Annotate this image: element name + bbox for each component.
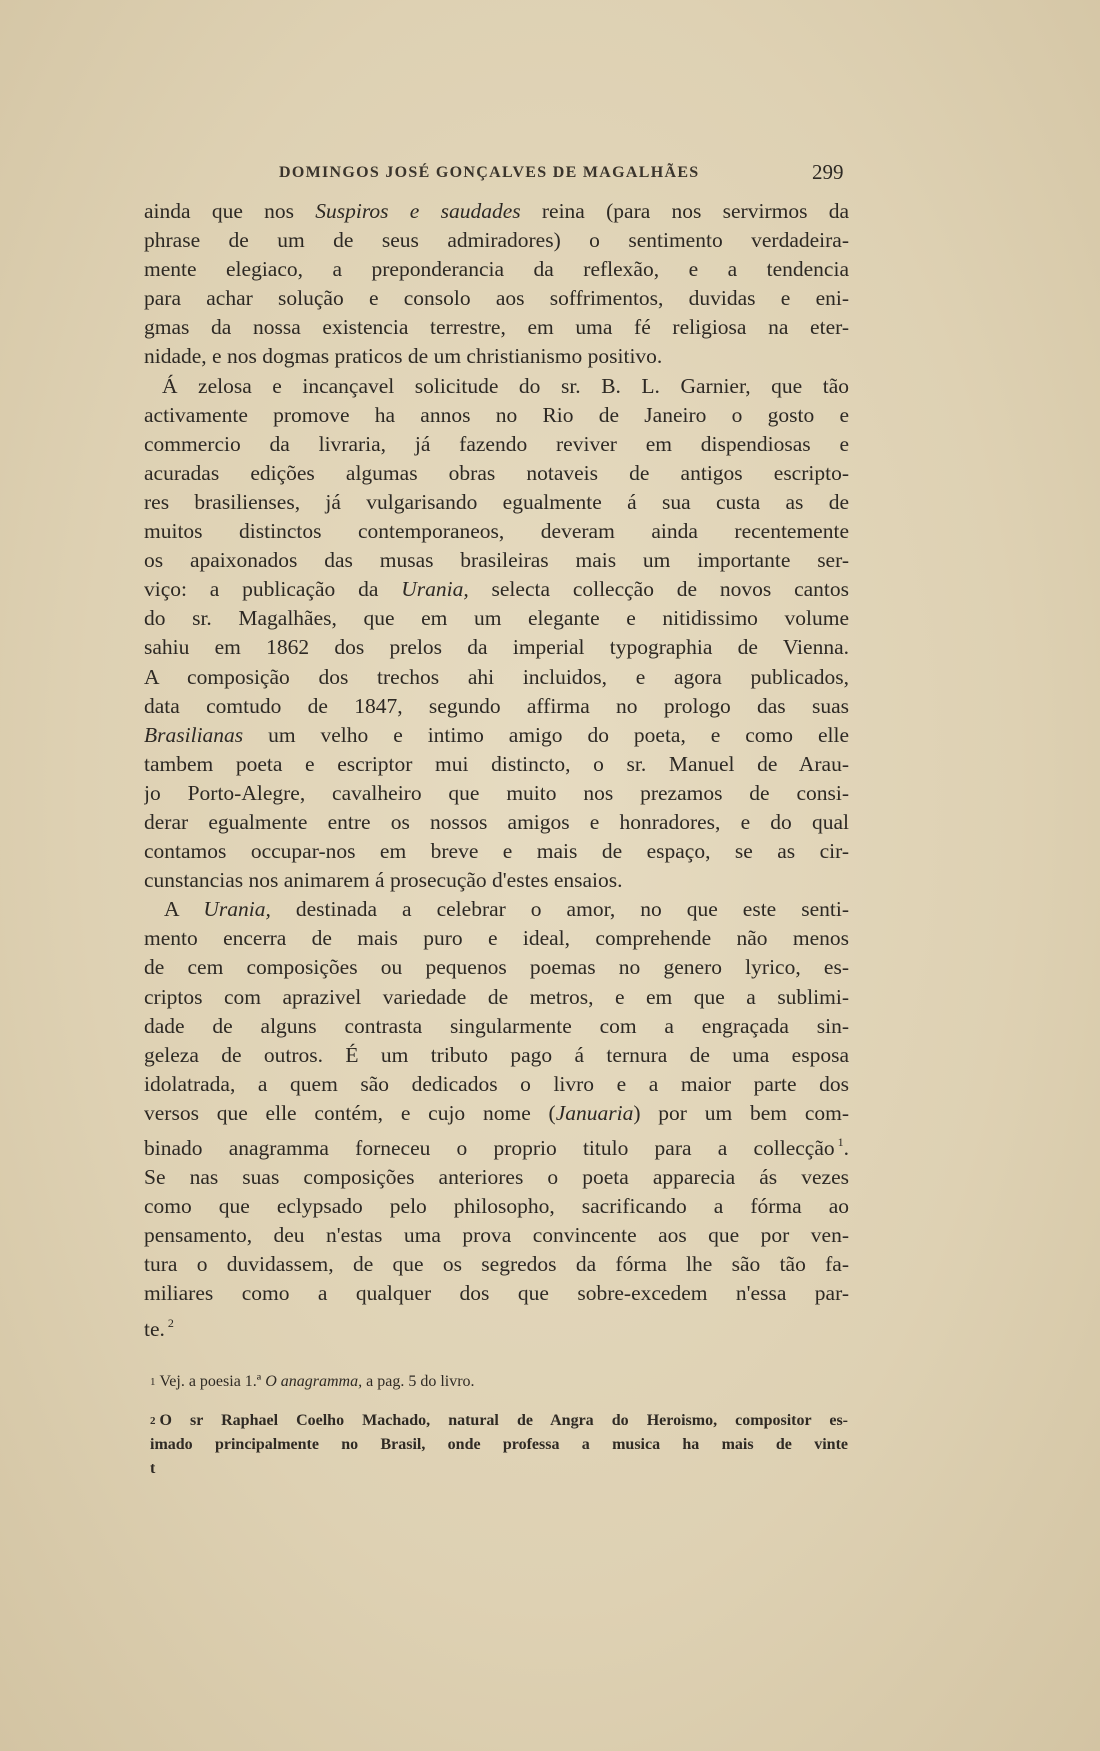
- footnote-1: 1 Vej. a poesia 1.ª O anagramma, a pag. 5 do livro.: [150, 1373, 475, 1390]
- text-line: data comtudo de 1847, segundo affirma no prologo das suas: [144, 693, 849, 718]
- text-line: derar egualmente entre os nossos amigos e honradores, e do qual: [144, 809, 849, 834]
- text-line: ainda que nos Suspiros e saudades reina (para nos servirmos da: [144, 199, 849, 223]
- text-line: sahiu em 1862 dos prelos da imperial typographia de Vienna.: [144, 635, 849, 660]
- text-line: Á zelosa e incançavel solicitude do sr. B. L. Garnier, que tão: [162, 373, 849, 398]
- text-line: miliares como a qualquer dos que sobre-excedem n'essa par-: [144, 1281, 849, 1306]
- text-line: binado anagramma forneceu o proprio titulo para a collecção $^1$.: [144, 1135, 849, 1160]
- text-line: res brasilienses, já vulgarisando egualmente á sua custa as de: [144, 489, 849, 514]
- text-line: tambem poeta e escriptor mui distincto, o sr. Manuel de Arau-: [144, 751, 849, 776]
- text-line: idolatrada, a quem são dedicados o livro e a maior parte dos: [144, 1071, 849, 1096]
- text-line: tura o duvidassem, de que os segredos da fórma lhe são tão fa-: [144, 1252, 849, 1277]
- text-line: Brasilianas um velho e intimo amigo do poeta, e como elle: [144, 722, 849, 747]
- text-line: pensamento, deu n'estas uma prova convincente aos que por ven-: [144, 1223, 849, 1248]
- text-line: gmas da nossa existencia terrestre, em uma fé religiosa na eter-: [144, 315, 849, 340]
- footnote-number: 1: [150, 1376, 156, 1388]
- text-line: viço: a publicação da Urania, selecta collecção de novos cantos: [144, 577, 849, 602]
- text-line: muitos distinctos contemporaneos, deveram ainda recentemente: [144, 519, 849, 544]
- text-line: de cem composições ou pequenos poemas no genero lyrico, es-: [144, 955, 849, 980]
- body-text: [144, 197, 849, 1344]
- text-line: como que eclypsado pelo philosopho, sacrificando a fórma ao: [144, 1194, 849, 1219]
- text-line: Se nas suas composições anteriores o poeta apparecia ás vezes: [144, 1165, 849, 1190]
- text-line: versos que elle contém, e cujo nome (Januaria) por um bem com-: [144, 1100, 849, 1125]
- footnote-line: imado principalmente no Brasil, onde professa a musica ha mais de vinte: [150, 1436, 848, 1453]
- text-line: mente elegiaco, a preponderancia da reflexão, e a tendencia: [144, 257, 849, 282]
- footnotes: [150, 1373, 848, 1481]
- text-line: geleza de outros. É um tributo pago á ternura de uma esposa: [144, 1042, 849, 1067]
- running-head-title: DOMINGOS JOSÉ GONÇALVES DE MAGALHÃES: [279, 164, 700, 181]
- footnote-2: [150, 1409, 848, 1481]
- text-line: os apaixonados das musas brasileiras mais um importante ser-: [144, 548, 849, 573]
- text-line: phrase de um de seus admiradores) o sentimento verdadeira-: [144, 228, 849, 253]
- text-line: dade de alguns contrasta singularmente com a engraçada sin-: [144, 1013, 849, 1038]
- text-line: jo Porto-Alegre, cavalheiro que muito nos prezamos de consi-: [144, 780, 849, 805]
- running-head: [0, 162, 1100, 192]
- text-line: A Urania, destinada a celebrar o amor, no que este senti-: [164, 897, 849, 922]
- text-line: activamente promove ha annos no Rio de Janeiro o gosto e: [144, 402, 849, 427]
- text-line: contamos occupar-nos em breve e mais de espaço, se as cir-: [144, 839, 849, 864]
- page-number: 299: [812, 160, 844, 184]
- book-title: Brasilianas: [144, 722, 244, 747]
- footnote-ref-2[interactable]: 2: [167, 1315, 174, 1330]
- footnote-line: t: [150, 1460, 156, 1477]
- book-title: Urania,: [203, 897, 271, 922]
- text-line: te. $^2$: [144, 1315, 174, 1341]
- name-januaria: Januaria: [555, 1100, 634, 1125]
- book-title: Urania,: [401, 577, 469, 602]
- text-line: cunstancias nos animarem á prosecução d'estes ensaios.: [144, 868, 623, 893]
- text-line: A composição dos trechos ahi incluidos, e agora publicados,: [144, 664, 849, 689]
- footnote-ref-1[interactable]: 1: [837, 1135, 844, 1149]
- text-line: do sr. Magalhães, que em um elegante e nitidissimo volume: [144, 606, 849, 631]
- footnote-line: 2 O sr Raphael Coelho Machado, natural de Angra do Heroismo, compositor es-: [150, 1412, 848, 1429]
- book-title: Suspiros e saudades: [315, 199, 521, 223]
- poem-title: O anagramma,: [265, 1373, 363, 1390]
- text-line: mento encerra de mais puro e ideal, comprehende não menos: [144, 926, 849, 951]
- text-line: para achar solução e consolo aos soffrimentos, duvidas e eni-: [144, 286, 849, 311]
- text-line: nidade, e nos dogmas praticos de um christianismo positivo.: [144, 344, 663, 369]
- text-line: commercio da livraria, já fazendo reviver em dispendiosas e: [144, 431, 849, 456]
- text-line: criptos com aprazivel variedade de metros, e em que a sublimi-: [144, 984, 849, 1009]
- footnote-number: 2: [150, 1415, 156, 1427]
- text-line: acuradas edições algumas obras notaveis de antigos escripto-: [144, 460, 849, 485]
